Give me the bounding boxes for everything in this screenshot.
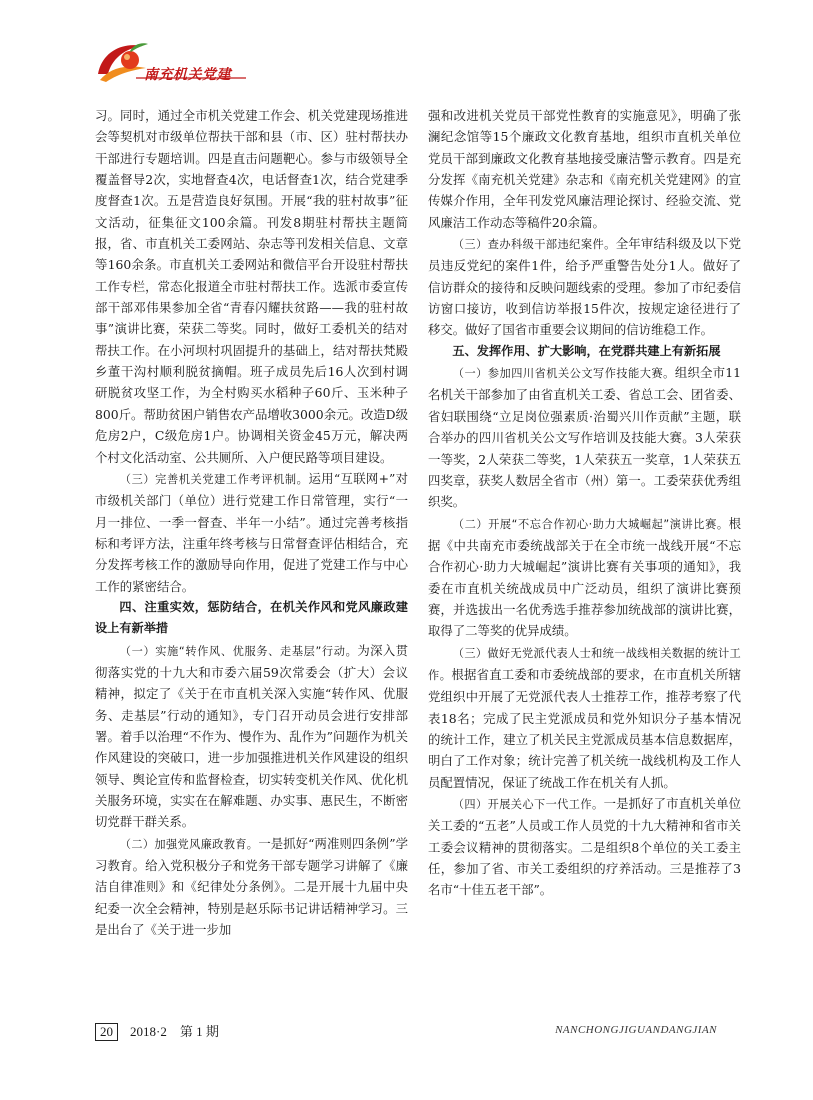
subsection-lead: （三）做好无党派代表人士和统一战线相关数据的统计工作。 [428, 646, 741, 682]
paragraph [428, 642, 741, 793]
journal-name-pinyin: NANCHONGJIGUANDANGJIAN [555, 1024, 717, 1036]
paragraph [428, 793, 741, 901]
subsection-lead: （三）查办科级干部违纪案件。 [452, 238, 616, 252]
paragraph-body: 为深入贯彻落实党的十九大和市委六届59次常委会（扩大）会议精神，拟定了《关于在市直机关深入实施“转作风、优服务、走基层”行动的通知》，专门召开动员会进行安排部署。着手以治理“不作为、慢作为、乱作为”问题作为机关作风建设的突破口，进一步加强推进机关作风建设的组织领导、舆论宣传和监督检查，切实转变机关作风、优化机关服务环境，实实在在解难题、办实事、惠民生，不断密切党群干群关系。 [95, 642, 408, 830]
article-right-column [428, 105, 741, 901]
subsection-lead: （二）加强党风廉政教育。 [119, 837, 259, 851]
paragraph-body: 组织全市11名机关干部参加了由省直机关工委、省总工会、团省委、省妇联围绕“立足岗位强素质·治蜀兴川作贡献”主题，联合举办的四川省机关公文写作培训及技能大赛。3人荣获一等奖，2人荣获二等奖，1人荣获五一奖章，1人荣获五四奖章，获奖人数居全省市（州）第一。工委荣获优秀组织奖。 [428, 365, 741, 510]
issue-label: 2018·2 第 1 期 [130, 1024, 219, 1039]
page-number: 20 [95, 1023, 118, 1041]
subsection-lead: （三）完善机关党建工作考评机制。 [119, 472, 309, 486]
paragraph [428, 233, 741, 341]
subsection-lead: （四）开展关心下一代工作。 [452, 798, 604, 811]
paragraph [428, 513, 741, 642]
paragraph-body: 一是抓好“两准则四条例”学习教育。给入党积极分子和党务干部专题学习讲解了《廉洁自律准则》和《纪律处分条例》。二是开展十九届中央纪委一次全会精神，特别是赵乐际书记讲话精神学习。三是出台了《关于进一步加 [95, 835, 408, 938]
article-left-column [95, 105, 408, 940]
paragraph-body: 一是抓好了市直机关单位关工委的“五老”人员或工作人员党的十九大精神和省市关工委会议精神的贯彻落实。二是组织8个单位的关工委主任，参加了省、市关工委组织的疗养活动。三是推荐了3名市“十佳五老干部”。 [428, 796, 742, 898]
section-heading: 五、发挥作用、扩大影响，在党群共建上有新拓展 [452, 343, 721, 358]
paragraph-body: 全年审结科级及以下党员违反党纪的案件1件，给予严重警告处分1人。做好了信访群众的接待和反映问题线索的受理。参加了市纪委信访窗口接访，收到信访举报15件次，按规定途径进行了移交。做好了国省市重要会议期间的信访维稳工作。 [428, 236, 741, 338]
paragraph: 强和改进机关党员干部党性教育的实施意见》，明确了张澜纪念馆等15个廉政文化教育基地，组织市直机关单位党员干部到廉政文化教育基地接受廉洁警示教育。四是充分发挥《南充机关党建》杂志和《南充机关党建网》的宣传媒介作用，全年刊发党风廉洁理论探讨、经验交流、党风廉洁工作动态等稿件20余篇。 [428, 108, 741, 230]
paragraph [95, 640, 408, 833]
paragraph [95, 468, 408, 597]
paragraph [95, 833, 408, 941]
paragraph-body: 根据《中共南充市委统战部关于在全市统一战线开展“不忘合作初心·助力大城崛起”演讲比赛有关事项的通知》，我委在市直机关统战成员中广泛动员，组织了演讲比赛预赛，并选拔出一名优秀选手推荐参加统战部的演讲比赛，取得了二等奖的优异成绩。 [428, 515, 741, 639]
subsection-lead: （一）参加四川省机关公文写作技能大赛。 [452, 367, 675, 381]
publication-title: 南充机关党建 [144, 67, 231, 83]
paragraph-body: 运用“互联网+”对市级机关部门（单位）进行党建工作日常管理，实行“一月一排位、一季一督查、半年一小结”。通过完善考核指标和考评方法，注重年终考核与日常督查评估相结合，充分发挥考核工作的激励导向作用，促进了党建工作与中心工作的紧密结合。 [95, 470, 408, 594]
page-footer [95, 1021, 219, 1041]
subsection-lead: （一）实施“转作风、优服务、走基层”行动。 [119, 644, 358, 658]
section-heading: 四、注重实效，惩防结合，在机关作风和党风廉政建设上有新举措 [95, 599, 408, 636]
subsection-lead: （二）开展“不忘合作初心·助力大城崛起”演讲比赛。 [452, 517, 729, 531]
paragraph-body: 根据省直工委和市委统战部的要求，在市直机关所辖党组织中开展了无党派代表人士推荐工作，推荐考察了代表18名；完成了民主党派成员和党外知识分子基本情况的统计工作，建立了机关民主党派成员基本信息数据库，明白了工作对象；统计完善了机关统一战线机构及工作人员配置情况，保证了统战工作在机关有人抓。 [428, 666, 742, 790]
paragraph [428, 362, 741, 512]
paragraph: 习。同时，通过全市机关党建工作会、机关党建现场推进会等契机对市级单位帮扶干部和县（市、区）驻村帮扶办干部进行专题培训。四是直击问题靶心。参与市级领导全覆盖督导2次，实地督查4次，电话督查1次，结合党建季度督查1次。五是营造良好氛围。开展“我的驻村故事”征文活动，征集征文100余篇。刊发8期驻村帮扶主题简报，省、市直机关工委网站、杂志等刊发相关信息、文章等160余条。市直机关工委网站和微信平台开设驻村帮扶工作专栏，常态化报道全市驻村帮扶工作。选派市委宣传部干部邓伟果参加全省“青春闪耀扶贫路——我的驻村故事”演讲比赛，荣获二等奖。同时，做好工委机关的结对帮扶工作。在小河坝村巩固提升的基础上，结对帮扶梵殿乡董干沟村顺利脱贫摘帽。班子成员先后16人次到村调研脱贫攻坚工作，为全村购买水稻种子60斤、玉米种子800斤。帮助贫困户销售农产品增收3000余元。改造D级危房2户，C级危房1户。协调相关资金45万元，解决两个村文化活动室、公共厕所、入户便民路等项目建设。 [95, 108, 408, 465]
